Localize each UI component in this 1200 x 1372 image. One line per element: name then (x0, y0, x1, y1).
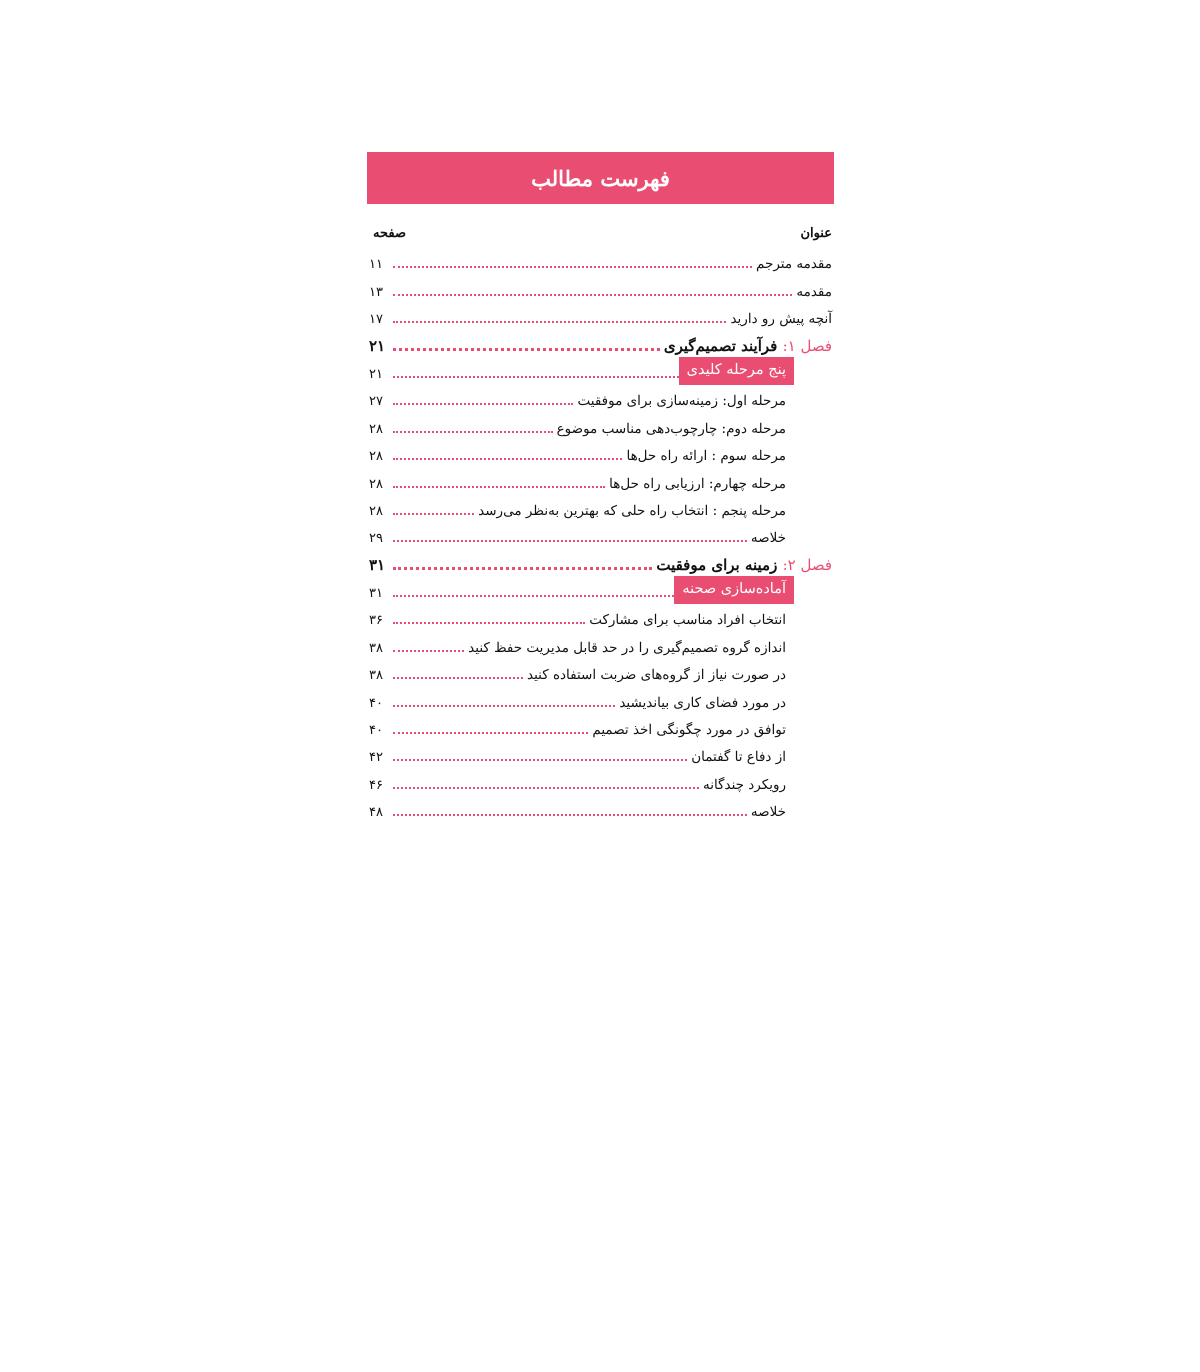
entry-title: خلاصه (750, 804, 786, 821)
page-number: ۱۷ (369, 312, 383, 328)
chapter-title: فرآیند تصمیم‌گیری (663, 336, 778, 355)
toc-page (367, 152, 834, 823)
title-column-header: عنوان (800, 226, 832, 241)
entry-title: در صورت نیاز از گروه‌های ضربت استفاده کنید (527, 667, 786, 684)
toc-entry[interactable] (367, 275, 834, 302)
dot-leader (393, 567, 652, 570)
toc-entry[interactable] (367, 248, 834, 275)
entry-title: خلاصه (750, 530, 786, 547)
page-number: ۳۶ (369, 613, 383, 629)
toc-entry[interactable] (367, 631, 834, 658)
dot-leader (393, 677, 523, 679)
page-number: ۲۸ (369, 476, 383, 492)
toc-title-bar (367, 152, 834, 204)
page-number: ۴۲ (369, 750, 383, 766)
toc-entry[interactable] (367, 303, 834, 330)
entry-title: مرحله دوم: چارچوب‌دهی مناسب موضوع (556, 420, 786, 437)
chapter-entry[interactable] (367, 549, 834, 576)
page-number: ۲۸ (369, 503, 383, 519)
page-number: ۲۸ (369, 449, 383, 465)
page-number: ۳۸ (369, 668, 383, 684)
dot-leader (393, 705, 615, 707)
entry-title: آماده‌سازی صحنه (674, 576, 794, 604)
toc-entry[interactable] (367, 604, 834, 631)
dot-leader (393, 376, 679, 378)
chapter-entry[interactable] (367, 330, 834, 357)
chapter-title: زمینه برای موفقیت (656, 555, 778, 574)
page-number: ۴۰ (369, 723, 383, 739)
page-number: ۴۰ (369, 695, 383, 711)
entry-title: مقدمه مترجم (756, 256, 832, 273)
page-number: ۳۱ (369, 555, 386, 574)
section-heading-entry[interactable] (367, 358, 834, 385)
page-number: ۲۹ (369, 531, 383, 547)
chapter-number: فصل ۱: (782, 336, 832, 355)
dot-leader (393, 759, 687, 761)
toc-list (367, 248, 834, 823)
entry-title: مرحله چهارم: ارزیابی راه حل‌ها (609, 475, 786, 492)
entry-title: انتخاب افراد مناسب برای مشارکت (589, 612, 786, 629)
page-number: ۴۸ (369, 805, 383, 821)
entry-title: مرحله سوم : ارائه راه حل‌ها (626, 448, 786, 465)
dot-leader (393, 403, 573, 405)
entry-title (660, 337, 832, 358)
page-number: ۲۱ (369, 336, 386, 355)
page-number: ۱۱ (369, 257, 383, 273)
entry-title: توافق در مورد چگونگی اخذ تصمیم (592, 722, 786, 739)
toc-entry[interactable] (367, 467, 834, 494)
toc-entry[interactable] (367, 768, 834, 795)
toc-title: فهرست مطالب (531, 165, 670, 191)
entry-title: مقدمه (796, 283, 832, 300)
toc-entry[interactable] (367, 495, 834, 522)
dot-leader (393, 622, 585, 624)
dot-leader (393, 431, 553, 433)
page-number: ۴۶ (369, 777, 383, 793)
toc-entry[interactable] (367, 741, 834, 768)
dot-leader (393, 540, 747, 542)
toc-entry[interactable] (367, 714, 834, 741)
dot-leader (393, 787, 699, 789)
page-number: ۲۸ (369, 421, 383, 437)
entry-title: پنج مرحله کلیدی (679, 357, 794, 385)
entry-title (652, 556, 832, 577)
dot-leader (393, 294, 792, 296)
section-heading-entry[interactable] (367, 577, 834, 604)
toc-entry[interactable] (367, 522, 834, 549)
toc-entry[interactable] (367, 385, 834, 412)
column-headers (367, 222, 834, 248)
entry-title: از دفاع تا گفتمان (691, 749, 786, 766)
chapter-number: فصل ۲: (782, 555, 832, 574)
page-number: ۳۸ (369, 640, 383, 656)
toc-entry[interactable] (367, 440, 834, 467)
dot-leader (393, 458, 622, 460)
page-number: ۱۳ (369, 284, 383, 300)
toc-entry[interactable] (367, 796, 834, 823)
entry-title: اندازه گروه تصمیم‌گیری را در حد قابل مدیریت حفظ کنید (468, 639, 786, 656)
page-number: ۳۱ (369, 586, 383, 602)
dot-leader (393, 513, 474, 515)
dot-leader (393, 266, 752, 268)
dot-leader (393, 650, 464, 652)
toc-entry[interactable] (367, 412, 834, 439)
dot-leader (393, 486, 605, 488)
dot-leader (393, 814, 747, 816)
toc-entry[interactable] (367, 686, 834, 713)
dot-leader (393, 348, 660, 351)
dot-leader (393, 321, 726, 323)
dot-leader (393, 732, 588, 734)
entry-title: در مورد فضای کاری بیاندیشید (619, 694, 786, 711)
page-number: ۲۱ (369, 366, 383, 382)
page-number: ۲۷ (369, 394, 383, 410)
toc-entry[interactable] (367, 659, 834, 686)
entry-title: مرحله اول: زمینه‌سازی برای موفقیت (577, 393, 786, 410)
entry-title: مرحله پنجم : انتخاب راه حلی که بهترین به‌نظر می‌رسد (478, 502, 786, 519)
entry-title: رویکرد چندگانه (702, 776, 786, 793)
entry-title: آنچه پیش رو دارید (730, 311, 832, 328)
page-column-header: صفحه (373, 226, 406, 241)
dot-leader (393, 595, 674, 597)
